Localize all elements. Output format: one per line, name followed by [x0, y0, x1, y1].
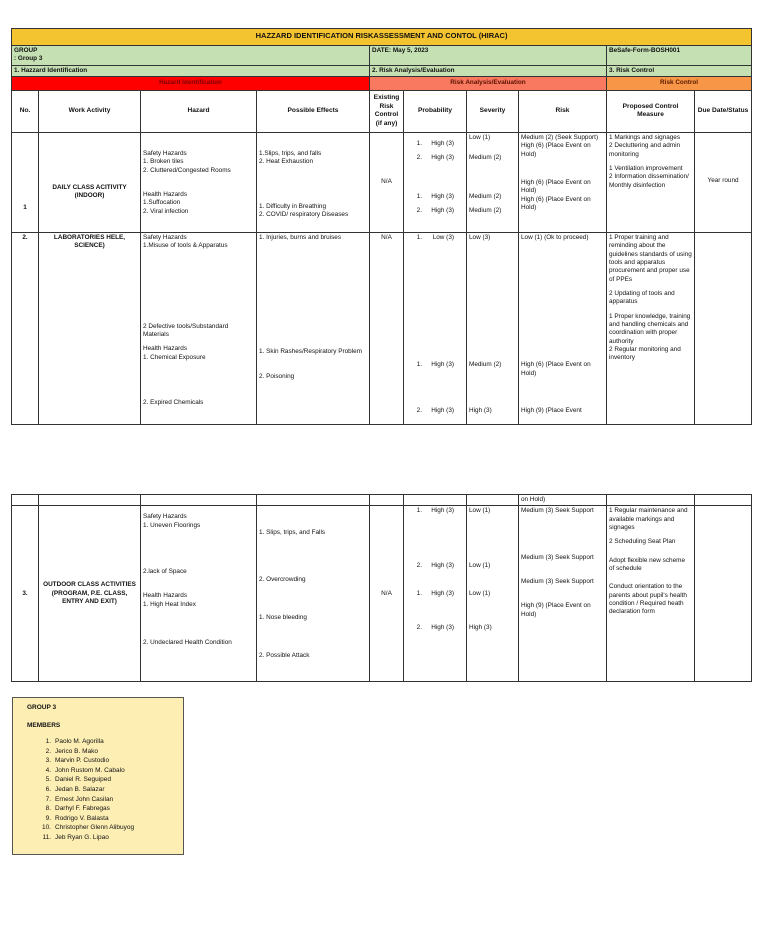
list-item: 3. Marvin P. Custodio: [45, 757, 110, 765]
header-existing-control: Existing Risk Control (if any): [370, 90, 404, 132]
hirac-table: [11, 28, 752, 425]
band-risk-control: Risk Control: [607, 76, 752, 90]
list-item: 6. Jedan B. Salazar: [45, 785, 105, 793]
effects-cell: 1. Injuries, burns and bruises 1. Skin Rashes/Respiratory Problem 2. Poisoning: [257, 232, 370, 424]
list-item: 2. Jerico B. Mako: [45, 747, 98, 755]
row-number: 1: [12, 132, 39, 232]
group-label: GROUP: [14, 47, 38, 54]
list-item: 7. Ernest John Casilan: [45, 795, 114, 803]
header-control-measure: Proposed Control Measure: [607, 90, 695, 132]
control-measure-cell: 1 Markings and signages 2 Decluttering and admin monitoring 1 Ventilation improvement 2 Information dissemination/ Monthly disinfection: [607, 132, 695, 232]
section-hazard-identification: 1. Hazzard Identification: [12, 65, 370, 76]
section-risk-analysis: 2. Risk Analysis/Evaluation: [370, 65, 607, 76]
group-title: GROUP 3: [27, 704, 57, 711]
probability-cell: 1. High (3) 2. High (3) 1. High (3) 2. High (3): [404, 506, 467, 682]
severity-cell: Low (1) Low (1) Low (1) High (3): [467, 506, 519, 682]
hazard-cell: Safety Hazards 1. Broken tiles 2. Cluttered/Congested Rooms Health Hazards 1.Suffocation 2. Viral infection: [141, 132, 257, 232]
header-probability: Probability: [404, 90, 467, 132]
date-cell: DATE: May 5, 2023: [370, 46, 607, 66]
section-risk-control: 3. Risk Control: [607, 65, 752, 76]
risk-cell: Medium (3) Seek Support Medium (3) Seek Support Medium (3) Seek Support High (9) (Place Event on Hold): [519, 506, 607, 682]
table-row: [12, 232, 752, 424]
list-item: 9. Rodrigo V. Balasta: [45, 814, 109, 822]
work-activity: OUTDOOR CLASS ACTIVITIES (PROGRAM, P.E. CLASS, ENTRY AND EXIT): [39, 506, 141, 682]
form-id-cell: BeSafe-Form-BOSH001: [607, 46, 752, 66]
due-status: [695, 506, 752, 682]
probability-cell: 1. High (3) 2. High (3) 1. High (3) 2. High (3): [404, 132, 467, 232]
hazard-cell: Safety Hazards 1. Uneven Floorings 2.lack of Space Health Hazards 1. High Heat Index 2. Undeclared Health Condition: [141, 506, 257, 682]
header-no: No.: [12, 90, 39, 132]
members-list: [27, 737, 169, 843]
existing-control: N/A: [370, 506, 404, 682]
band-hazard-identification: Hazard Identification: [12, 76, 370, 90]
existing-control: N/A: [370, 132, 404, 232]
severity-cell: Low (1) Medium (2) Medium (2) Medium (2): [467, 132, 519, 232]
header-work-activity: Work Activity: [39, 90, 141, 132]
group-cell: [12, 46, 370, 66]
group-members-box: [12, 697, 184, 855]
list-item: 11. Jeb Ryan G. Lipao: [42, 833, 109, 841]
header-possible-effects: Possible Effects: [257, 90, 370, 132]
group-value: : Group 3: [14, 55, 43, 63]
members-label: MEMBERS: [27, 722, 61, 729]
list-item: 4. John Rustom M. Cabalo: [45, 766, 125, 774]
list-item: 1. Paolo M. Agorilla: [45, 738, 104, 745]
header-hazard: Hazard: [141, 90, 257, 132]
effects-cell: 1. Slips, trips, and Falls 2. Overcrowding 1. Nose bleeding 2. Possible Attack: [257, 506, 370, 682]
header-risk: Risk: [519, 90, 607, 132]
document-title: HAZZARD IDENTIFICATION RISKASSESSMENT AND CONTOL (HIRAC): [12, 29, 752, 46]
work-activity: DAILY CLASS ACITIVITY (INDOOR): [39, 132, 141, 232]
risk-cell: Medium (2) (Seek Support) High (6) (Place Event on Hold) High (6) (Place Event on Hold) High (6) (Place Event on Hold): [519, 132, 607, 232]
table-row: [12, 132, 752, 232]
header-due-status: Due Date/Status: [695, 90, 752, 132]
continuation-row: [12, 495, 752, 506]
hirac-table-continued: [11, 494, 752, 682]
severity-cell: Low (3) Medium (2) High (3): [467, 232, 519, 424]
due-status: [695, 232, 752, 424]
risk-continuation: on Hold): [519, 495, 607, 506]
existing-control: N/A: [370, 232, 404, 424]
list-item: 8. Darhyl F. Fabregas: [45, 805, 110, 813]
band-risk-analysis: Risk Analysis/Evaluation: [370, 76, 607, 90]
control-measure-cell: 1 Regular maintenance and available markings and signages 2 Scheduling Seat Plan Adopt flexible new scheme of schedule Conduct orientation to the parents about pupil's health condition / Required heath declaration form: [607, 506, 695, 682]
list-item: 10. Christopher Glenn Alibuyog: [41, 824, 135, 832]
row-number: 3.: [12, 506, 39, 682]
risk-cell: Low (1) (Ok to proceed) High (6) (Place Event on Hold) High (9) (Place Event: [519, 232, 607, 424]
control-measure-cell: 1 Proper training and reminding about the guidelines standards of using tools and apparatus procurement and proper use of PPEs 2 Updating of tools and apparatus 1 Proper knowledge, training and handling chemicals and coordination with proper authority 2 Regular monitoring and inventory: [607, 232, 695, 424]
work-activity: LABORATORIES HELE, SCIENCE): [39, 232, 141, 424]
effects-cell: 1.Slips, trips, and falls 2. Heat Exhaustion 1. Difficulty in Breathing 2. COVID/ respiratory Diseases: [257, 132, 370, 232]
probability-cell: 1. Low (3) 1. High (3) 2. High (3): [404, 232, 467, 424]
table-row: [12, 506, 752, 682]
header-severity: Severity: [467, 90, 519, 132]
row-number: 2.: [12, 232, 39, 424]
list-item: 5. Daniel R. Seguiped: [45, 776, 112, 784]
hazard-cell: Safety Hazards 1.Misuse of tools & Apparatus 2 Defective tools/Substandard Materials Health Hazards 1. Chemical Exposure 2. Expired Chemicals: [141, 232, 257, 424]
due-status: Year round: [695, 132, 752, 232]
